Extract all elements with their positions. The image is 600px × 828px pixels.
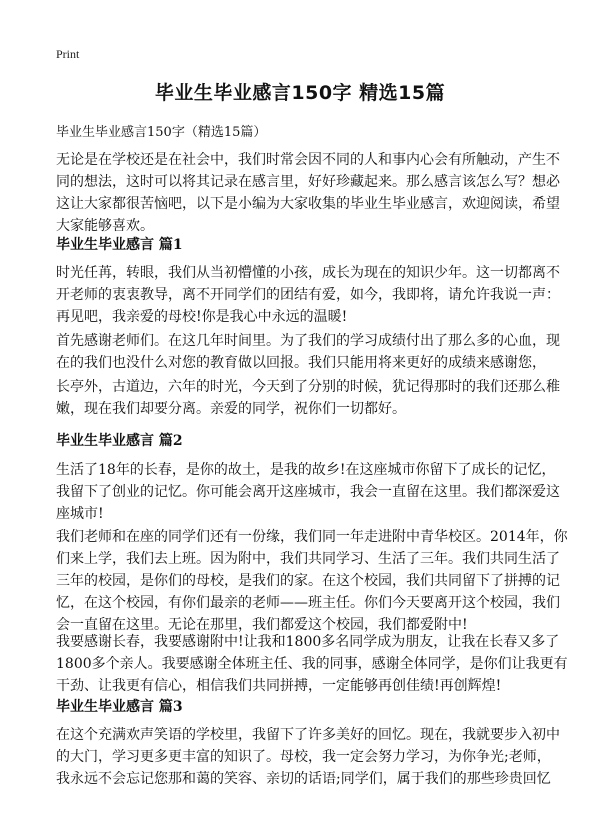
text-line: 这让大家都很苦恼吧，以下是小编为大家收集的毕业生毕业感言，欢迎阅读，希望 bbox=[56, 196, 560, 212]
section-heading-2: 毕业生毕业感言 篇2 bbox=[56, 433, 183, 449]
paragraph bbox=[56, 459, 560, 525]
text-line: 座城市! bbox=[56, 506, 104, 522]
paragraph bbox=[56, 631, 568, 697]
text-line: 我永远不会忘记您那和蔼的笑容、亲切的话语;同学们，属于我们的那些珍贵回忆 bbox=[56, 771, 551, 787]
text-line: 我要感谢长春，我要感谢附中!让我和1800多名同学成为朋友，让我在长春又多了 bbox=[56, 634, 560, 650]
text-line: 嫩，现在我们却要分离。亲爱的同学，祝你们一切都好。 bbox=[56, 401, 406, 417]
intro-paragraph bbox=[56, 149, 560, 237]
paragraph bbox=[56, 262, 560, 328]
page-title: 毕业生毕业感言150字 精选15篇 bbox=[154, 82, 446, 104]
text-line: 再见吧，我亲爱的母校!你是我心中永远的温暖! bbox=[56, 309, 348, 325]
text-line: 开老师的衷衷教导，离不开同学们的团结有爱，如今，我即将，请允许我说一声： bbox=[56, 287, 560, 303]
paragraph bbox=[56, 724, 560, 790]
document-subtitle: 毕业生毕业感言150字（精选15篇） bbox=[56, 125, 267, 140]
text-line: 同的想法，这时可以将其记录在感言里，好好珍藏起来。那么感言该怎么写？想必 bbox=[56, 174, 560, 190]
paragraph bbox=[56, 376, 560, 420]
text-line: 时光任苒，转眼，我们从当初懵懂的小孩，成长为现在的知识少年。这一切都离不 bbox=[56, 265, 560, 281]
text-line: 三年的校园，是你们的母校，是我们的家。在这个校园，我们共同留下了拼搏的记 bbox=[56, 573, 560, 589]
text-line: 在的我们也没什么对您的教育做以回报。我们只能用将来更好的成绩来感谢您， bbox=[56, 355, 546, 371]
section-heading-3: 毕业生毕业感言 篇3 bbox=[56, 699, 183, 715]
print-link[interactable]: Print bbox=[56, 47, 80, 61]
section-heading-1: 毕业生毕业感言 篇1 bbox=[56, 237, 183, 253]
text-line: 我留下了创业的记忆。你可能会离开这座城市，我会一直留在这里。我们都深爱这 bbox=[56, 484, 560, 500]
text-line: 忆，在这个校园，有你们最亲的老师——班主任。你们今天要离开这个校园，我们 bbox=[56, 595, 560, 611]
text-line: 1800多个亲人。我要感谢全体班主任、我的同事，感谢全体同学，是你们让我更有 bbox=[56, 656, 568, 672]
text-line: 大家能够喜欢。 bbox=[56, 218, 154, 234]
text-line: 首先感谢老师们。在这几年时间里。为了我们的学习成绩付出了那么多的心血，现 bbox=[56, 333, 560, 349]
text-line: 无论是在学校还是在社会中，我们时常会因不同的人和事内心会有所触动，产生不 bbox=[56, 152, 560, 168]
text-line: 的大门，学习更多更丰富的知识了。母校，我一定会努力学习，为你争光;老师， bbox=[56, 749, 551, 765]
text-line: 我们老师和在座的同学们还有一份缘，我们同一年走进附中青华校区。2014年，你 bbox=[56, 529, 568, 545]
text-line: 干劲、让我更有信心，相信我们共同拼搏，一定能够再创佳绩!再创辉煌! bbox=[56, 678, 502, 694]
text-line: 在这个充满欢声笑语的学校里，我留下了许多美好的回忆。现在，我就要步入初中 bbox=[56, 727, 560, 743]
text-line: 会一直留在这里。无论在那里，我们都爱这个校园，我们都爱附中! bbox=[56, 617, 468, 633]
text-line: 们来上学，我们去上班。因为附中，我们共同学习、生活了三年。我们共同生活了 bbox=[56, 551, 560, 567]
paragraph bbox=[56, 526, 568, 636]
text-line: 长亭外，古道边，六年的时光，今天到了分别的时候，犹记得那时的我们还那么稚 bbox=[56, 379, 560, 395]
text-line: 生活了18年的长春，是你的故土，是我的故乡!在这座城市你留下了成长的记忆， bbox=[56, 462, 556, 478]
paragraph bbox=[56, 330, 560, 374]
